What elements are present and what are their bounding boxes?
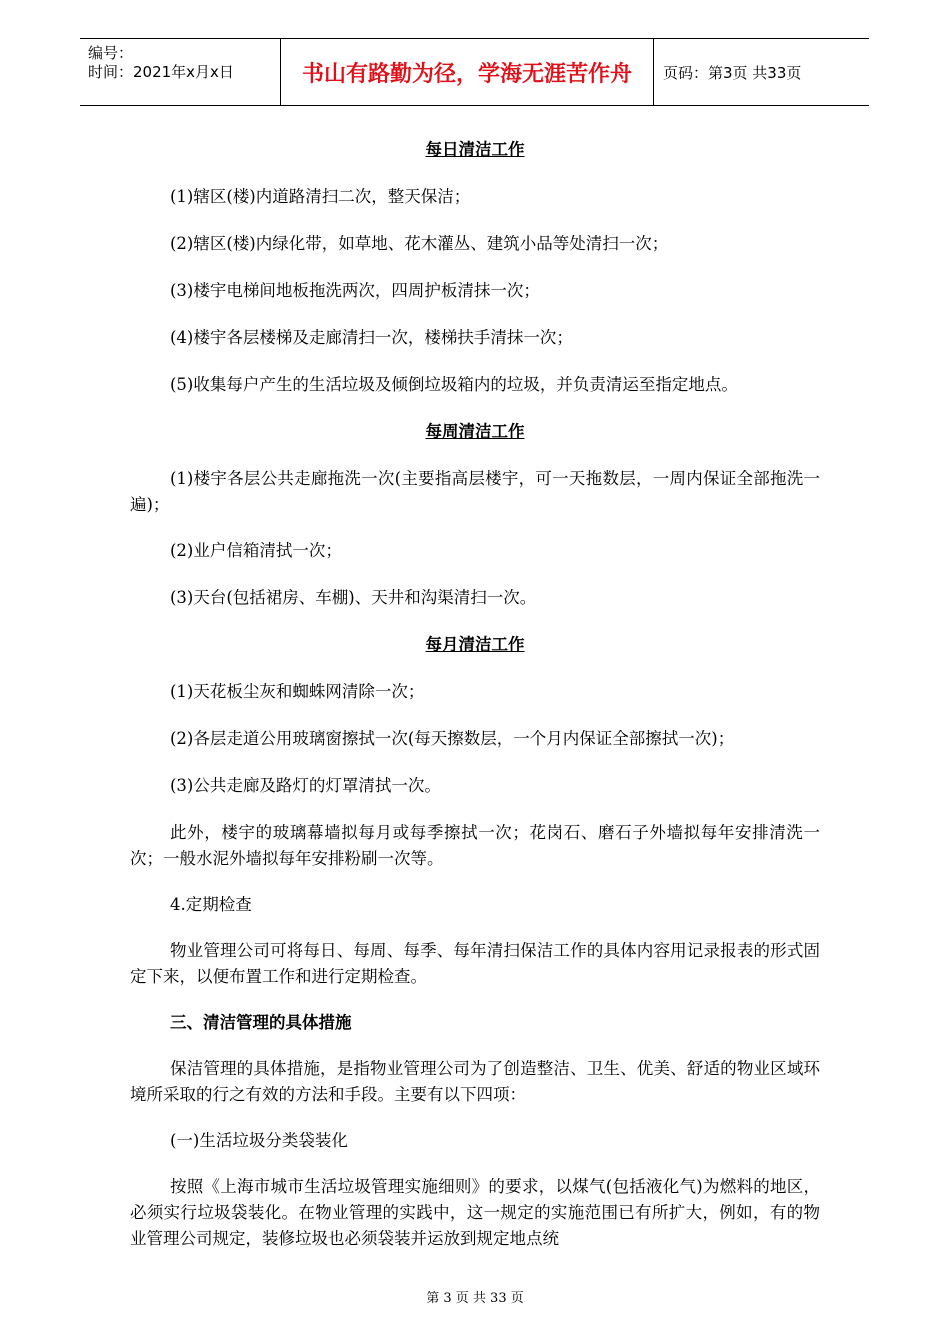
- page-header: [80, 38, 869, 106]
- header-page-info: 页码：第3页 共33页: [663, 63, 802, 82]
- document-time-label: 时间：2021年x月x日: [88, 63, 234, 81]
- daily-item: (1)辖区(楼)内道路清扫二次，整天保洁；: [170, 187, 471, 206]
- monthly-item: (3)公共走廊及路灯的灯罩清拭一次。: [170, 776, 441, 795]
- daily-cleaning-heading: 每日清洁工作: [425, 140, 525, 159]
- document-number-label: 编号：: [88, 44, 134, 62]
- subsection-one-title: (一)生活垃圾分类袋装化: [170, 1131, 348, 1150]
- header-meta: [80, 39, 280, 105]
- section-three-paragraph: 保洁管理的具体措施，是指物业管理公司为了创造整洁、卫生、优美、舒适的物业区域环境所采取的行之有效的方法和手段。主要有以下四项：: [130, 1059, 820, 1104]
- weekly-item: (2)业户信箱清拭一次；: [170, 541, 342, 560]
- weekly-cleaning-heading: 每周清洁工作: [425, 422, 525, 441]
- daily-item: (4)楼宇各层楼梯及走廊清扫一次，楼梯扶手清抹一次；: [170, 328, 573, 347]
- section-three-heading: 三、清洁管理的具体措施: [170, 1013, 352, 1032]
- monthly-cleaning-heading: 每月清洁工作: [425, 635, 525, 654]
- subsection-one-paragraph: 按照《上海市城市生活垃圾管理实施细则》的要求，以煤气(包括液化气)为燃料的地区，必须实行垃圾袋装化。在物业管理的实践中，这一规定的实施范围已有所扩大，例如，有的物业管理公司规定，装修垃圾也必须袋装并运放到规定地点统: [130, 1177, 820, 1248]
- weekly-item: (1)楼宇各层公共走廊拖洗一次(主要指高层楼宇，可一天拖数层，一周内保证全部拖洗一遍)；: [130, 469, 820, 514]
- inspection-title: 4.定期检查: [170, 895, 252, 914]
- inspection-paragraph: 物业管理公司可将每日、每周、每季、每年清扫保洁工作的具体内容用记录报表的形式固定下来，以便布置工作和进行定期检查。: [130, 941, 820, 986]
- monthly-item: (2)各层走道公用玻璃窗擦拭一次(每天擦数层，一个月内保证全部擦拭一次)；: [170, 729, 735, 748]
- document-body: [130, 137, 820, 1252]
- daily-item: (5)收集每户产生的生活垃圾及倾倒垃圾箱内的垃圾，并负责清运至指定地点。: [170, 375, 738, 394]
- daily-item: (3)楼宇电梯间地板拖洗两次，四周护板清抹一次；: [170, 281, 540, 300]
- extra-paragraph: 此外，楼宇的玻璃幕墙拟每月或每季擦拭一次；花岗石、磨石子外墙拟每年安排清洗一次；一般水泥外墙拟每年安排粉刷一次等。: [130, 823, 820, 868]
- daily-item: (2)辖区(楼)内绿化带，如草地、花木灌丛、建筑小品等处清扫一次；: [170, 234, 669, 253]
- page-footer: 第 3 页 共 33 页: [426, 1291, 524, 1306]
- weekly-item: (3)天台(包括裙房、车棚)、天井和沟渠清扫一次。: [170, 588, 537, 607]
- monthly-item: (1)天花板尘灰和蜘蛛网清除一次；: [170, 682, 425, 701]
- header-motto: 书山有路勤为径，学海无涯苦作舟: [280, 39, 654, 105]
